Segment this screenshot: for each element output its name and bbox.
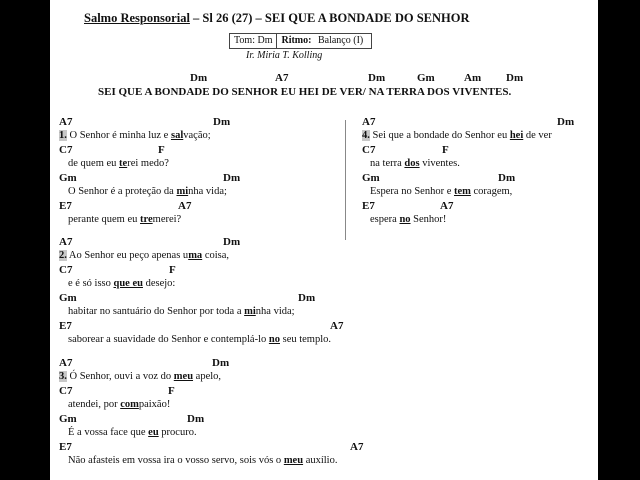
verse-number: 3. — [59, 371, 67, 382]
lyric: paixão! — [138, 399, 171, 410]
verse-1-line — [68, 158, 169, 169]
verse-2-line — [68, 278, 175, 289]
title-underlined: Salmo Responsorial — [84, 11, 190, 25]
lyric: desejo: — [142, 278, 176, 289]
refrain-chord: Dm — [190, 72, 208, 84]
verse-4-line — [370, 158, 460, 169]
lyric: habitar no santuário do Senhor por toda a — [68, 306, 245, 317]
lyric: nha vida; — [255, 306, 295, 317]
lyric: vação; — [183, 130, 211, 141]
lyric: procuro. — [158, 427, 197, 438]
chord: A7 — [59, 116, 73, 128]
chord: A7 — [362, 116, 376, 128]
chord: Gm — [59, 292, 77, 304]
verse-3-line — [68, 455, 337, 466]
lyric-accent: tem — [453, 186, 471, 197]
page-title — [84, 11, 469, 26]
lyric-accent: sal — [170, 130, 184, 141]
chord: Dm — [223, 236, 241, 248]
tone-label: Tom: Dm — [234, 35, 273, 46]
chord: F — [442, 144, 449, 156]
verse-4-line — [370, 214, 446, 225]
lyric: coisa, — [202, 250, 230, 261]
chord: A7 — [440, 200, 454, 212]
refrain-chord: Gm — [417, 72, 435, 84]
lyric: viventes. — [419, 158, 460, 169]
chord: A7 — [59, 357, 73, 369]
verse-number: 4. — [362, 130, 370, 141]
verse-2-line — [68, 306, 295, 317]
chord: C7 — [362, 144, 376, 156]
chord: A7 — [59, 236, 73, 248]
lyric: auxílio. — [303, 455, 338, 466]
verse-3-line — [68, 399, 170, 410]
chord: C7 — [59, 264, 73, 276]
lyric: e é só isso — [68, 278, 114, 289]
chord: Gm — [362, 172, 380, 184]
verse-2-line — [59, 250, 229, 261]
lyric-accent: meu — [283, 455, 304, 466]
lyric-accent: ma — [188, 250, 203, 261]
chord: C7 — [59, 385, 73, 397]
rhythm-value: Balanço (I) — [315, 35, 364, 46]
title-rest: – Sl 26 (27) – SEI QUE A BONDADE DO SENHOR — [189, 11, 470, 25]
lyric-accent: dos — [404, 158, 420, 169]
lyric: rei medo? — [127, 158, 169, 169]
chord: Gm — [59, 413, 77, 425]
chord: E7 — [59, 320, 72, 332]
chord: Dm — [212, 357, 230, 369]
lyric: coragem, — [470, 186, 513, 197]
chord: Dm — [187, 413, 205, 425]
lyric: É a vossa face que — [68, 427, 149, 438]
lyric: perante quem eu — [68, 214, 141, 225]
verse-1-line — [59, 130, 211, 141]
lyric: apelo, — [193, 371, 222, 382]
rhythm-field — [276, 34, 371, 48]
lyric-accent: mi — [244, 306, 256, 317]
lyric: Sei que a bondade do Senhor eu — [369, 130, 510, 141]
chord: E7 — [362, 200, 375, 212]
lyric-accent: que eu — [113, 278, 143, 289]
tone-rhythm-box — [229, 33, 372, 49]
chord: E7 — [59, 200, 72, 212]
lyric-accent: tre — [140, 214, 153, 225]
verse-number: 2. — [59, 250, 67, 261]
chord: A7 — [350, 441, 364, 453]
column-divider — [345, 120, 346, 240]
chord: Dm — [557, 116, 575, 128]
lyric-accent: no — [268, 334, 280, 345]
lyric: seu templo. — [279, 334, 332, 345]
lyric: Ao Senhor eu peço apenas u — [66, 250, 189, 261]
chord: Gm — [59, 172, 77, 184]
lyric-accent: com — [120, 399, 139, 410]
chord: A7 — [330, 320, 344, 332]
refrain-text: SEI QUE A BONDADE DO SENHOR EU HEI DE VER/ NA TERRA DOS VIVENTES. — [98, 86, 512, 98]
verse-1-line — [68, 186, 227, 197]
refrain-chord: Am — [464, 72, 482, 84]
verse-2-line — [68, 334, 331, 345]
song-sheet — [50, 0, 598, 480]
lyric-accent: hei — [509, 130, 524, 141]
lyric-accent: mi — [176, 186, 189, 197]
lyric: espera — [370, 214, 400, 225]
verse-3-line — [59, 371, 221, 382]
chord: F — [158, 144, 165, 156]
lyric: Senhor! — [410, 214, 447, 225]
chord: Dm — [223, 172, 241, 184]
author: Ir. Miria T. Kolling — [246, 50, 323, 61]
lyric: na terra — [370, 158, 405, 169]
lyric: merei? — [152, 214, 182, 225]
chord: Dm — [498, 172, 516, 184]
refrain-chord: A7 — [275, 72, 289, 84]
chord: F — [169, 264, 176, 276]
verse-4-line — [370, 186, 512, 197]
lyric: Espera no Senhor e — [370, 186, 454, 197]
chord: F — [168, 385, 175, 397]
lyric-accent: te — [119, 158, 128, 169]
lyric: de ver — [523, 130, 552, 141]
verse-number: 1. — [59, 130, 67, 141]
chord: C7 — [59, 144, 73, 156]
lyric: O Senhor é minha luz e — [66, 130, 171, 141]
chord: A7 — [178, 200, 192, 212]
lyric: Não afasteis em vossa ira o vosso servo, sois vós o — [68, 455, 284, 466]
lyric: atendei, por — [68, 399, 121, 410]
refrain-chord: Dm — [368, 72, 386, 84]
lyric: saborear a suavidade do Senhor e contemplá-lo — [68, 334, 269, 345]
verse-4-line — [362, 130, 552, 141]
lyric: nha vida; — [188, 186, 227, 197]
lyric: de quem eu — [68, 158, 120, 169]
chord: Dm — [213, 116, 231, 128]
lyric: Ó Senhor, ouvi a voz do — [66, 371, 174, 382]
chord: E7 — [59, 441, 72, 453]
lyric-accent: meu — [173, 371, 194, 382]
lyric: O Senhor é a proteção da — [68, 186, 177, 197]
lyric-accent: eu — [148, 427, 159, 438]
verse-3-line — [68, 427, 197, 438]
rhythm-label: Ritmo: — [281, 35, 312, 46]
verse-1-line — [68, 214, 181, 225]
chord: Dm — [298, 292, 316, 304]
lyric-accent: no — [399, 214, 411, 225]
refrain-chord: Dm — [506, 72, 524, 84]
